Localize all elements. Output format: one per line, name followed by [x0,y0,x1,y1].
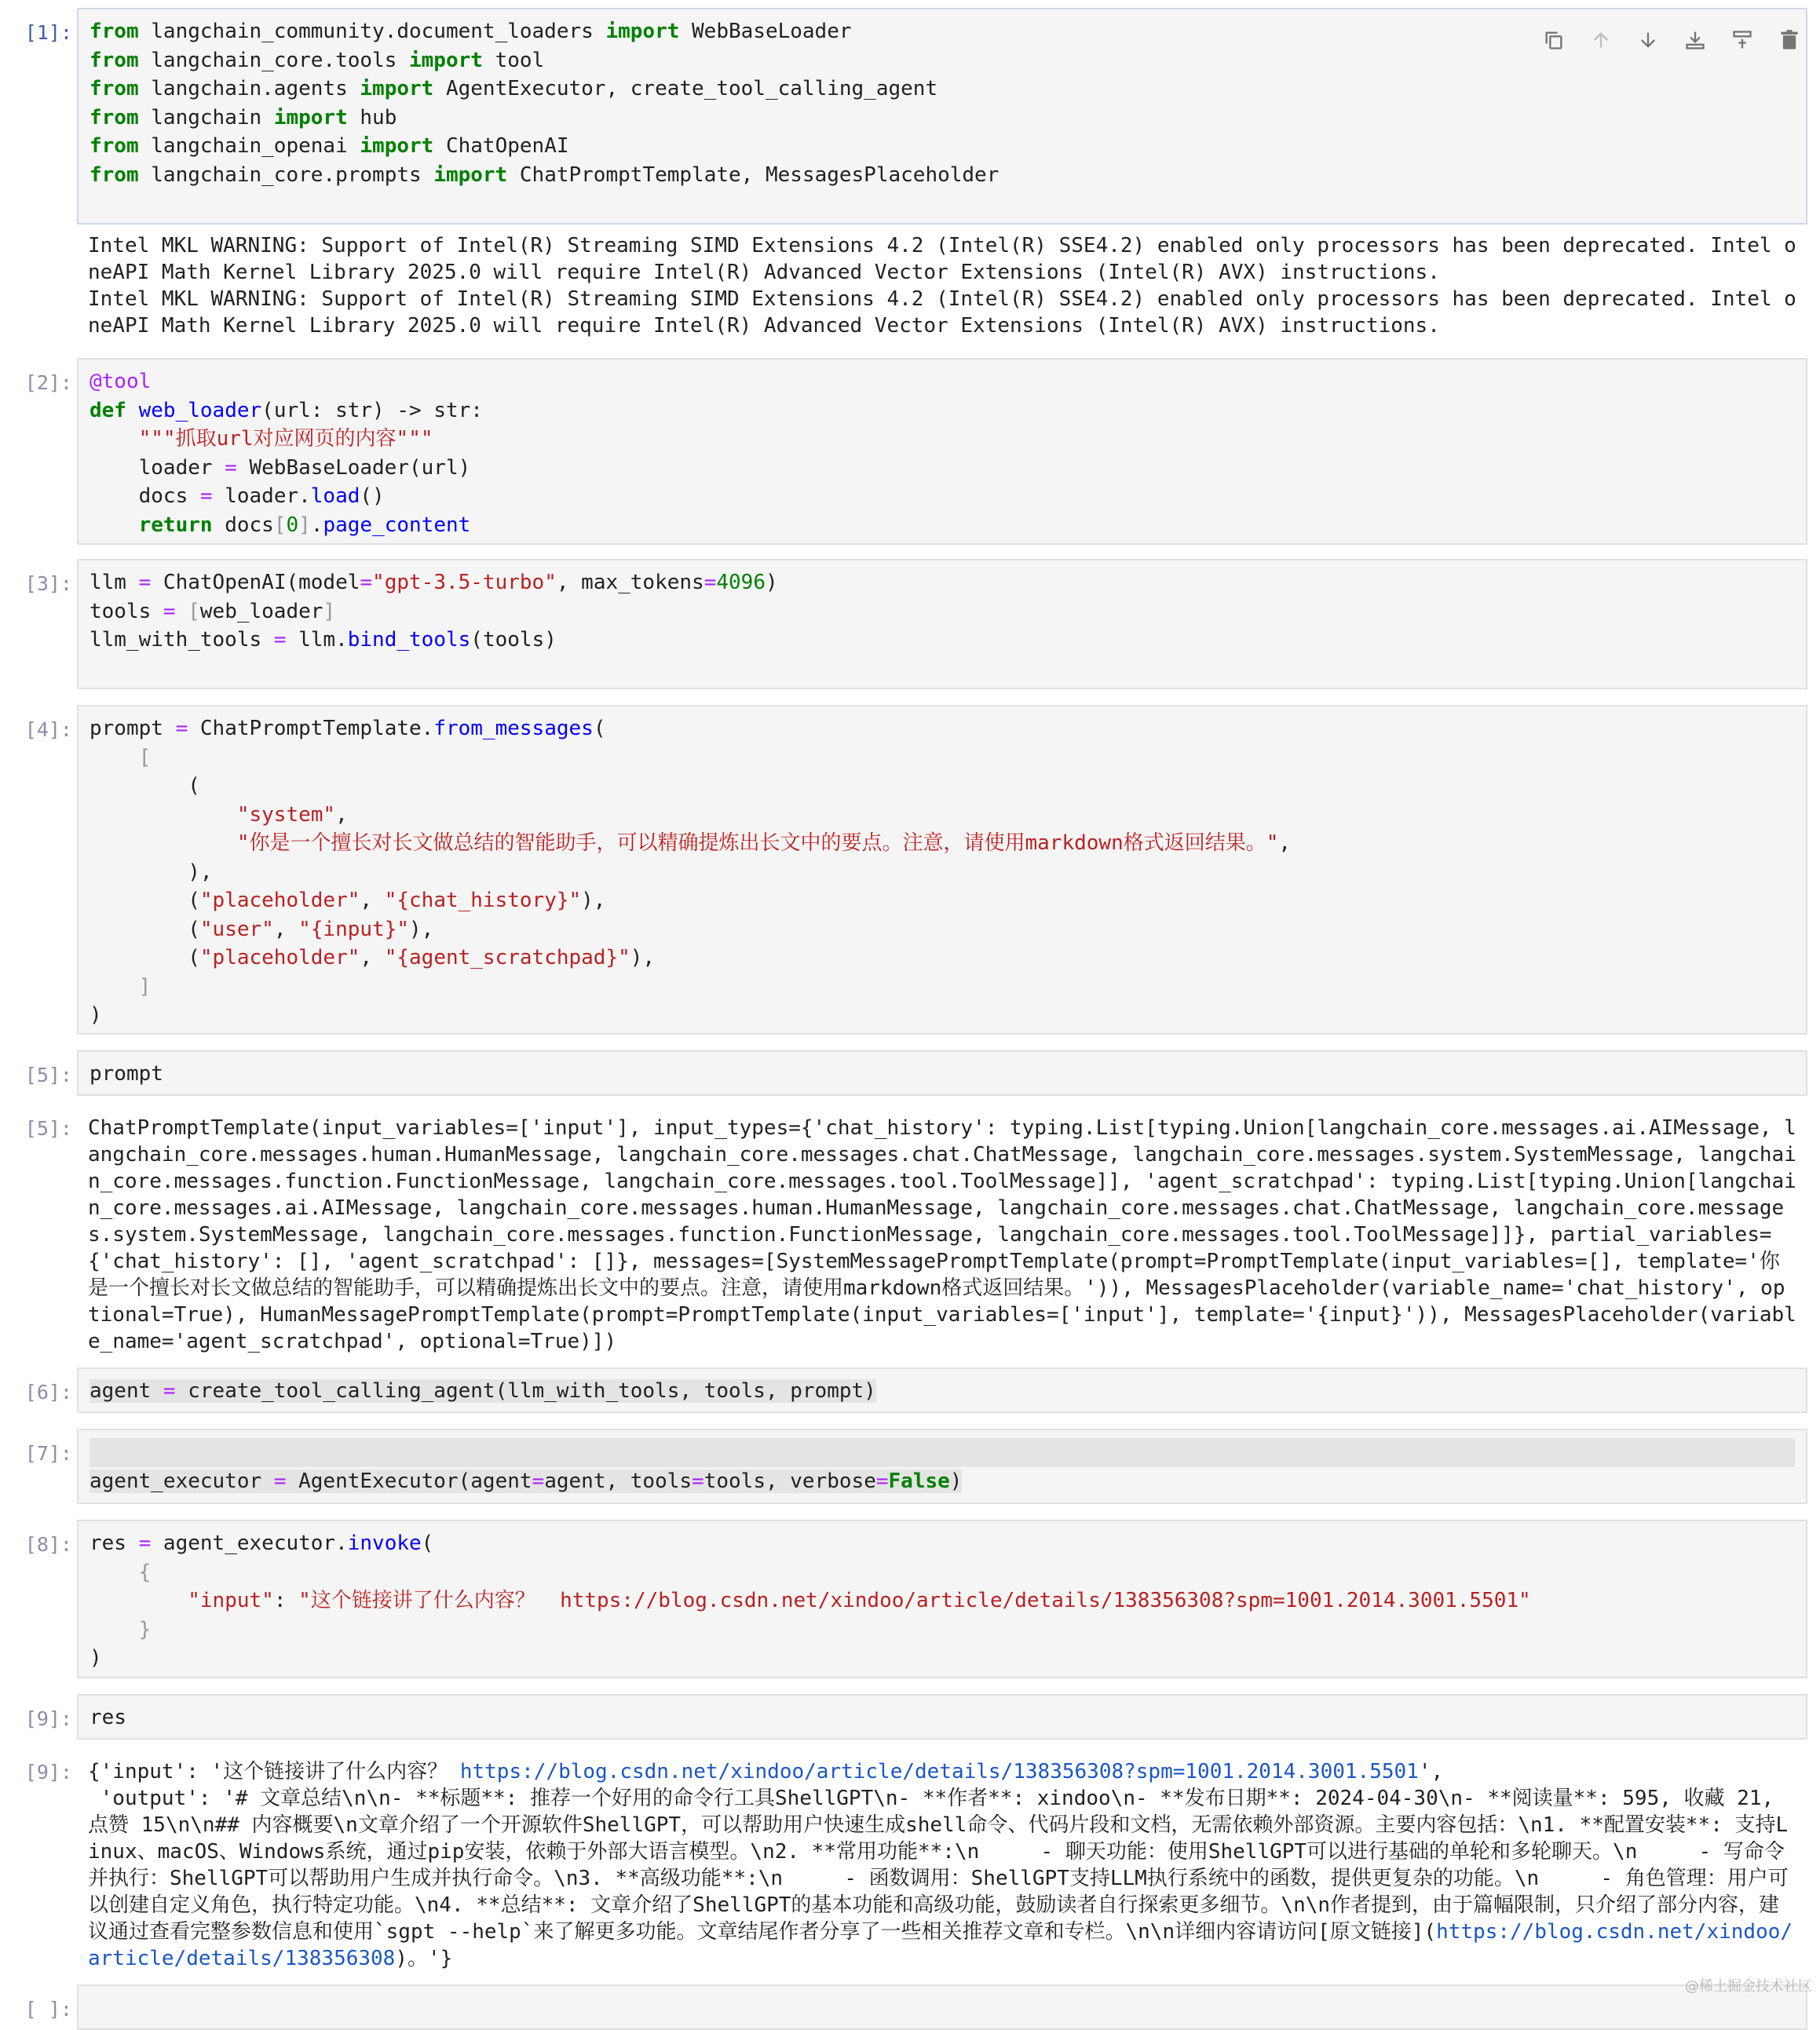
code-editor[interactable] [77,559,1807,689]
cell-output [77,1758,1807,1972]
insert-above-icon[interactable] [1683,28,1707,52]
input-prompt: [4]: [24,718,72,741]
delete-icon[interactable] [1778,28,1801,52]
input-prompt: [7]: [24,1442,72,1465]
output-text-part: ', 'output': '# 文章总结\n\n- **标题**: 推荐一个好用的命令行工具ShellGPT\n- **作者**: xindoo\n- **发布日期**: 2024-04-30\n- **阅读量**: 595, 收藏 21, 点赞 15\n\n## 内容概要\n文章介绍了一个开源软件ShellGPT，可以帮助用户快速生成shell命令、代码片段和文档，无需依赖外部资源。主要内容包括：\n1. **配置安装**: 支持Linux、macOS、Windows系统，通过pip安装，依赖于外部大语言模型。\n2. **常用功能**:\n - 聊天功能：使用ShellGPT可以进行基础的单轮和多轮聊天。\n - 写命令并执行：ShellGPT可以帮助用户生成并执行命令。\n3. **高级功能**:\n - 函数调用：ShellGPT支持LLM执行系统中的函数，提供更复杂的功能。\n - 角色管理：用户可以创建自定义角色，执行特定功能。\n4. **总结**: 文章介绍了ShellGPT的基本功能和高级功能，鼓励读者自行探索更多细节。\n\n作者提到，由于篇幅限制，只介绍了部分内容，建议通过查看完整参数信息和使用`sgpt --help`来了解更多功能。文章结尾作者分享了一些相关推荐文章和专栏。\n\n详细内容请访问[原文链接]( [88,1760,1789,1944]
code-editor[interactable] [77,1429,1807,1504]
insert-below-icon[interactable] [1730,28,1754,52]
code-text[interactable]: agent_executor = AgentExecutor(agent=agent, tools=tools, verbose=False) [90,1438,1795,1495]
move-up-icon[interactable] [1589,28,1613,52]
code-editor[interactable] [77,1050,1807,1096]
code-text[interactable]: prompt [90,1062,163,1086]
input-prompt: [9]: [24,1707,72,1730]
output-text-part: )。'} [395,1947,453,1970]
input-prompt: [3]: [24,572,72,595]
code-editor[interactable] [77,1520,1807,1678]
cell-toolbar [1542,28,1801,52]
input-prompt: [1]: [24,21,72,44]
output-link[interactable]: https://blog.csdn.net/xindoo/article/details/138356308 [88,1920,1793,1970]
watermark: @稀土掘金技术社区 [1685,1978,1812,1995]
code-text[interactable]: @tool def web_loader(url: str) -> str: """抓取url对应网页的内容""" loader = WebBaseLoader(url) docs = loader.load() return docs[0].page_content [90,370,483,537]
input-prompt: [2]: [24,371,72,394]
code-editor[interactable] [77,1367,1807,1413]
output-link[interactable]: https://blog.csdn.net/xindoo/article/details/138356308?spm=1001.2014.3001.5501 [459,1760,1419,1784]
input-prompt: [8]: [24,1533,72,1556]
duplicate-icon[interactable] [1542,28,1566,52]
code-editor[interactable] [77,1984,1807,2030]
code-text[interactable]: res = agent_executor.invoke( { "input": "这个链接讲了什么内容？ https://blog.csdn.net/xindoo/article/details/138356308?spm=1001.2014.3001.5501" } ) [90,1532,1531,1670]
code-text[interactable]: llm = ChatOpenAI(model="gpt-3.5-turbo", max_tokens=4096) tools = [web_loader] llm_with_tools = llm.bind_tools(tools) [90,571,778,652]
code-text[interactable]: res [90,1706,126,1729]
code-text[interactable]: prompt = ChatPromptTemplate.from_messages( [ ( "system", "你是一个擅长对长文做总结的智能助手，可以精确提炼出长文中的要点。注意，请使用markdown格式返回结果。", ), ("placeholder", "{chat_history}"), ("user", "{input}"), ("placeholder", "{agent_scratchpad}"), ] ) [90,717,1292,1027]
output-prompt: [5]: [24,1117,72,1140]
move-down-icon[interactable] [1636,28,1660,52]
cell-output [77,1115,1807,1355]
output-text [88,1758,1796,1972]
code-editor[interactable] [77,705,1807,1035]
output-prompt: [9]: [24,1761,72,1784]
code-editor[interactable] [77,358,1807,545]
code-text[interactable]: agent = create_tool_calling_agent(llm_with_tools, tools, prompt) [90,1379,876,1403]
input-prompt: [ ]: [24,1998,72,2021]
input-prompt: [6]: [24,1381,72,1404]
output-text: Intel MKL WARNING: Support of Intel(R) Streaming SIMD Extensions 4.2 (Intel(R) SSE4.2) enabled only processors has been deprecated. Intel oneAPI Math Kernel Library 2025.0 will require Intel(R) Advanced Vector Extensions (Intel(R) AVX) instructions. Intel MKL WARNING: Support of Intel(R) Streaming SIMD Extensions 4.2 (Intel(R) SSE4.2) enabled only processors has been deprecated. Intel oneAPI Math Kernel Library 2025.0 will require Intel(R) Advanced Vector Extensions (Intel(R) AVX) instructions. [88,234,1796,338]
code-text[interactable]: from langchain_community.document_loaders import WebBaseLoader from langchain_core.tools import tool from langchain.agents import AgentExecutor, create_tool_calling_agent from langchain import hub from langchain_openai import ChatOpenAI from langchain_core.prompts import ChatPromptTemplate, MessagesPlaceholder [90,20,1000,187]
cell-output [77,232,1807,339]
output-text: ChatPromptTemplate(input_variables=['input'], input_types={'chat_history': typing.List[typing.Union[langchain_core.messages.ai.AIMessage, langchain_core.messages.human.HumanMessage, langchain_core.messages.chat.ChatMessage, langchain_core.messages.system.SystemMessage, langchain_core.messages.function.FunctionMessage, langchain_core.messages.tool.ToolMessage]], 'agent_scratchpad': typing.List[typing.Union[langchain_core.messages.ai.AIMessage, langchain_core.messages.human.HumanMessage, langchain_core.messages.chat.ChatMessage, langchain_core.messages.system.SystemMessage, langchain_core.messages.function.FunctionMessage, langchain_core.messages.tool.ToolMessage]]}, partial_variables={'chat_history': [], 'agent_scratchpad': []}, messages=[SystemMessagePromptTemplate(prompt=PromptTemplate(input_variables=[], template='你是一个擅长对长文做总结的智能助手，可以精确提炼出长文中的要点。注意，请使用markdown格式返回结果。')), MessagesPlaceholder(variable_name='chat_history', optional=True), HumanMessagePromptTemplate(prompt=PromptTemplate(input_variables=['input'], template='{input}')), MessagesPlaceholder(variable_name='agent_scratchpad', optional=True)]) [88,1116,1796,1353]
code-editor[interactable] [77,1694,1807,1740]
output-text-part: {'input': '这个链接讲了什么内容？ [88,1760,460,1784]
input-prompt: [5]: [24,1064,72,1086]
